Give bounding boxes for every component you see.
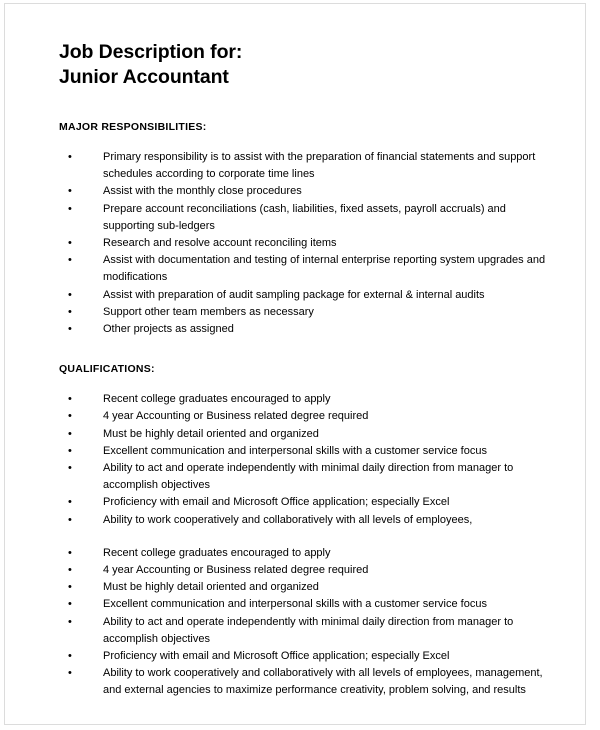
list-item-text: Other projects as assigned — [103, 323, 234, 336]
list-item — [59, 579, 554, 596]
bullet-icon: • — [68, 581, 72, 594]
list-item-text: Ability to act and operate independently with minimal daily direction from manager to accomplish objectives — [103, 615, 514, 645]
bullet-icon: • — [68, 305, 72, 318]
bullet-icon: • — [68, 202, 72, 215]
list-item-text: Excellent communication and interpersonal skills with a customer service focus — [103, 444, 487, 457]
list-item — [59, 149, 554, 183]
page-title-line-1: Job Description for: — [59, 41, 243, 63]
list-item — [59, 648, 554, 665]
responsibilities-list — [59, 149, 554, 338]
bullet-icon: • — [68, 496, 72, 509]
list-item-text: Must be highly detail oriented and organized — [103, 427, 319, 440]
bullet-icon: • — [68, 185, 72, 198]
list-item-text: Proficiency with email and Microsoft Office application; especially Excel — [103, 496, 450, 509]
document-page — [4, 3, 586, 725]
list-item — [59, 201, 554, 235]
list-item — [59, 494, 554, 511]
list-item — [59, 426, 554, 443]
section-heading-qualifications: QUALIFICATIONS: — [59, 363, 155, 376]
list-item-text: Research and resolve account reconciling items — [103, 237, 337, 250]
list-item — [59, 545, 554, 562]
list-item-text: Recent college graduates encouraged to apply — [103, 546, 331, 559]
list-item-text: Assist with the monthly close procedures — [103, 185, 302, 198]
list-item-text: Proficiency with email and Microsoft Office application; especially Excel — [103, 650, 450, 663]
list-item-text: Excellent communication and interpersonal skills with a customer service focus — [103, 598, 487, 611]
bullet-icon: • — [68, 667, 72, 680]
list-item — [59, 183, 554, 200]
bullet-icon: • — [68, 323, 72, 336]
list-item — [59, 614, 554, 648]
list-item-text: Primary responsibility is to assist with the preparation of financial statements and support schedules according to corporate time lines — [103, 151, 536, 181]
list-item-text: Ability to work cooperatively and collaboratively with all levels of employees, management, and external agencies to maximize performance creativity, problem solving, and results — [103, 667, 543, 697]
list-item-text: Support other team members as necessary — [103, 305, 314, 318]
list-item-text: 4 year Accounting or Business related degree required — [103, 564, 369, 577]
list-item — [59, 321, 554, 338]
bullet-icon: • — [68, 462, 72, 475]
list-item — [59, 252, 554, 286]
list-item — [59, 235, 554, 252]
bullet-icon: • — [68, 151, 72, 163]
bullet-icon: • — [68, 410, 72, 423]
page-title-line-2: Junior Accountant — [59, 66, 229, 88]
qualifications-list — [59, 391, 554, 529]
list-item — [59, 408, 554, 425]
list-item — [59, 287, 554, 304]
list-item-text: Ability to act and operate independently with minimal daily direction from manager to accomplish objectives — [103, 462, 514, 492]
list-item-text: Assist with documentation and testing of internal enterprise reporting system upgrades and modifications — [103, 254, 546, 284]
list-item — [59, 391, 554, 408]
list-item — [59, 512, 554, 529]
list-item-text: Assist with preparation of audit sampling package for external & internal audits — [103, 288, 485, 301]
bullet-icon: • — [68, 564, 72, 577]
bullet-icon: • — [68, 650, 72, 663]
list-item — [59, 562, 554, 579]
bullet-icon: • — [68, 254, 72, 267]
bullet-icon: • — [68, 615, 72, 628]
bullet-icon: • — [68, 237, 72, 250]
bullet-icon: • — [68, 598, 72, 611]
list-item-text: Recent college graduates encouraged to apply — [103, 393, 331, 406]
bullet-icon: • — [68, 546, 72, 559]
qualifications-list-repeat — [59, 545, 554, 700]
list-item-text: Ability to work cooperatively and collaboratively with all levels of employees, — [103, 513, 473, 526]
list-item — [59, 304, 554, 321]
bullet-icon: • — [68, 513, 72, 526]
list-item — [59, 596, 554, 613]
list-item-text: 4 year Accounting or Business related degree required — [103, 410, 369, 423]
page-title — [59, 40, 554, 90]
list-item — [59, 665, 554, 699]
bullet-icon: • — [68, 427, 72, 440]
list-item — [59, 443, 554, 460]
bullet-icon: • — [68, 393, 72, 406]
list-item — [59, 460, 554, 494]
list-item-text: Prepare account reconciliations (cash, liabilities, fixed assets, payroll accruals) and supporting sub-ledgers — [103, 202, 506, 232]
document-content — [59, 40, 554, 700]
bullet-icon: • — [68, 444, 72, 457]
list-item-text: Must be highly detail oriented and organized — [103, 581, 319, 594]
section-heading-responsibilities: MAJOR RESPONSIBILITIES: — [59, 121, 207, 133]
bullet-icon: • — [68, 288, 72, 301]
